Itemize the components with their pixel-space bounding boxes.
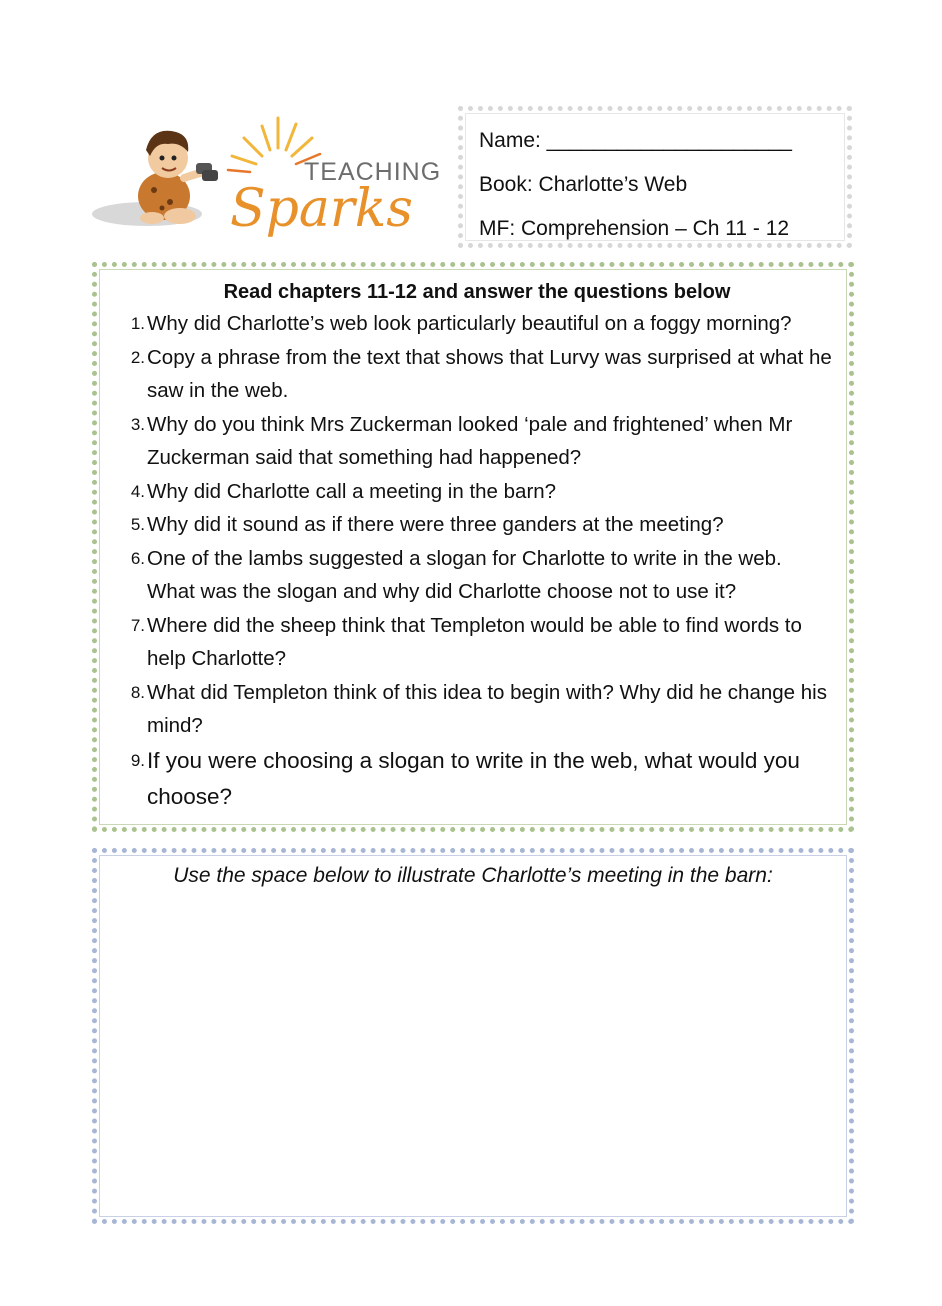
question-item (119, 307, 835, 341)
question-number: 7. (130, 615, 145, 635)
question-item (119, 676, 835, 743)
question-item (119, 508, 835, 542)
illustration-caption: Use the space below to illustrate Charlotte’s meeting in the barn: (173, 864, 773, 887)
question-item (119, 341, 835, 408)
question-item (119, 408, 835, 475)
question-item (119, 475, 835, 509)
question-text: Why did Charlotte call a meeting in the barn? (147, 479, 557, 503)
name-field-label[interactable]: Name: _____________________ (479, 129, 792, 152)
question-text: Why do you think Mrs Zuckerman looked ‘pale and frightened’ when Mr Zuckerman said that something had happened? (147, 412, 793, 469)
question-number: 4. (130, 481, 145, 501)
question-number: 3. (130, 414, 145, 434)
mf-label: MF: Comprehension – Ch 11 - 12 (479, 217, 790, 240)
question-text: What did Templeton think of this idea to begin with? Why did he change his mind? (147, 680, 827, 737)
questions-list (119, 307, 835, 815)
student-info-box (458, 106, 852, 248)
question-item (119, 743, 835, 815)
brand-teaching-text: TEACHING (304, 158, 442, 186)
question-text: One of the lambs suggested a slogan for Charlotte to write in the web. What was the slogan and why did Charlotte choose not to use it? (147, 546, 782, 603)
question-number: 9. (130, 750, 145, 770)
question-text: Copy a phrase from the text that shows that Lurvy was surprised at what he saw in the web. (147, 345, 832, 402)
question-number: 8. (130, 682, 145, 702)
question-number: 6. (130, 548, 145, 568)
book-title-label: Book: Charlotte’s Web (479, 173, 688, 196)
question-text: Why did it sound as if there were three ganders at the meeting? (147, 513, 724, 536)
question-item (119, 609, 835, 676)
brand-sparks-text: Sparks (230, 179, 413, 239)
question-number: 5. (130, 515, 145, 534)
questions-box (92, 262, 854, 832)
question-number: 2. (130, 347, 145, 367)
questions-heading: Read chapters 11-12 and answer the questions below (223, 281, 731, 303)
question-text: Why did Charlotte’s web look particularly beautiful on a foggy morning? (147, 312, 792, 335)
caveman-mascot-icon (92, 108, 442, 248)
question-number: 1. (130, 314, 145, 333)
question-text: Where did the sheep think that Templeton would be able to find words to help Charlotte? (147, 613, 802, 670)
illustration-box[interactable] (92, 848, 854, 1224)
question-text: If you were choosing a slogan to write in the web, what would you choose? (147, 747, 800, 809)
question-item (119, 542, 835, 609)
teaching-sparks-logo (92, 108, 442, 248)
